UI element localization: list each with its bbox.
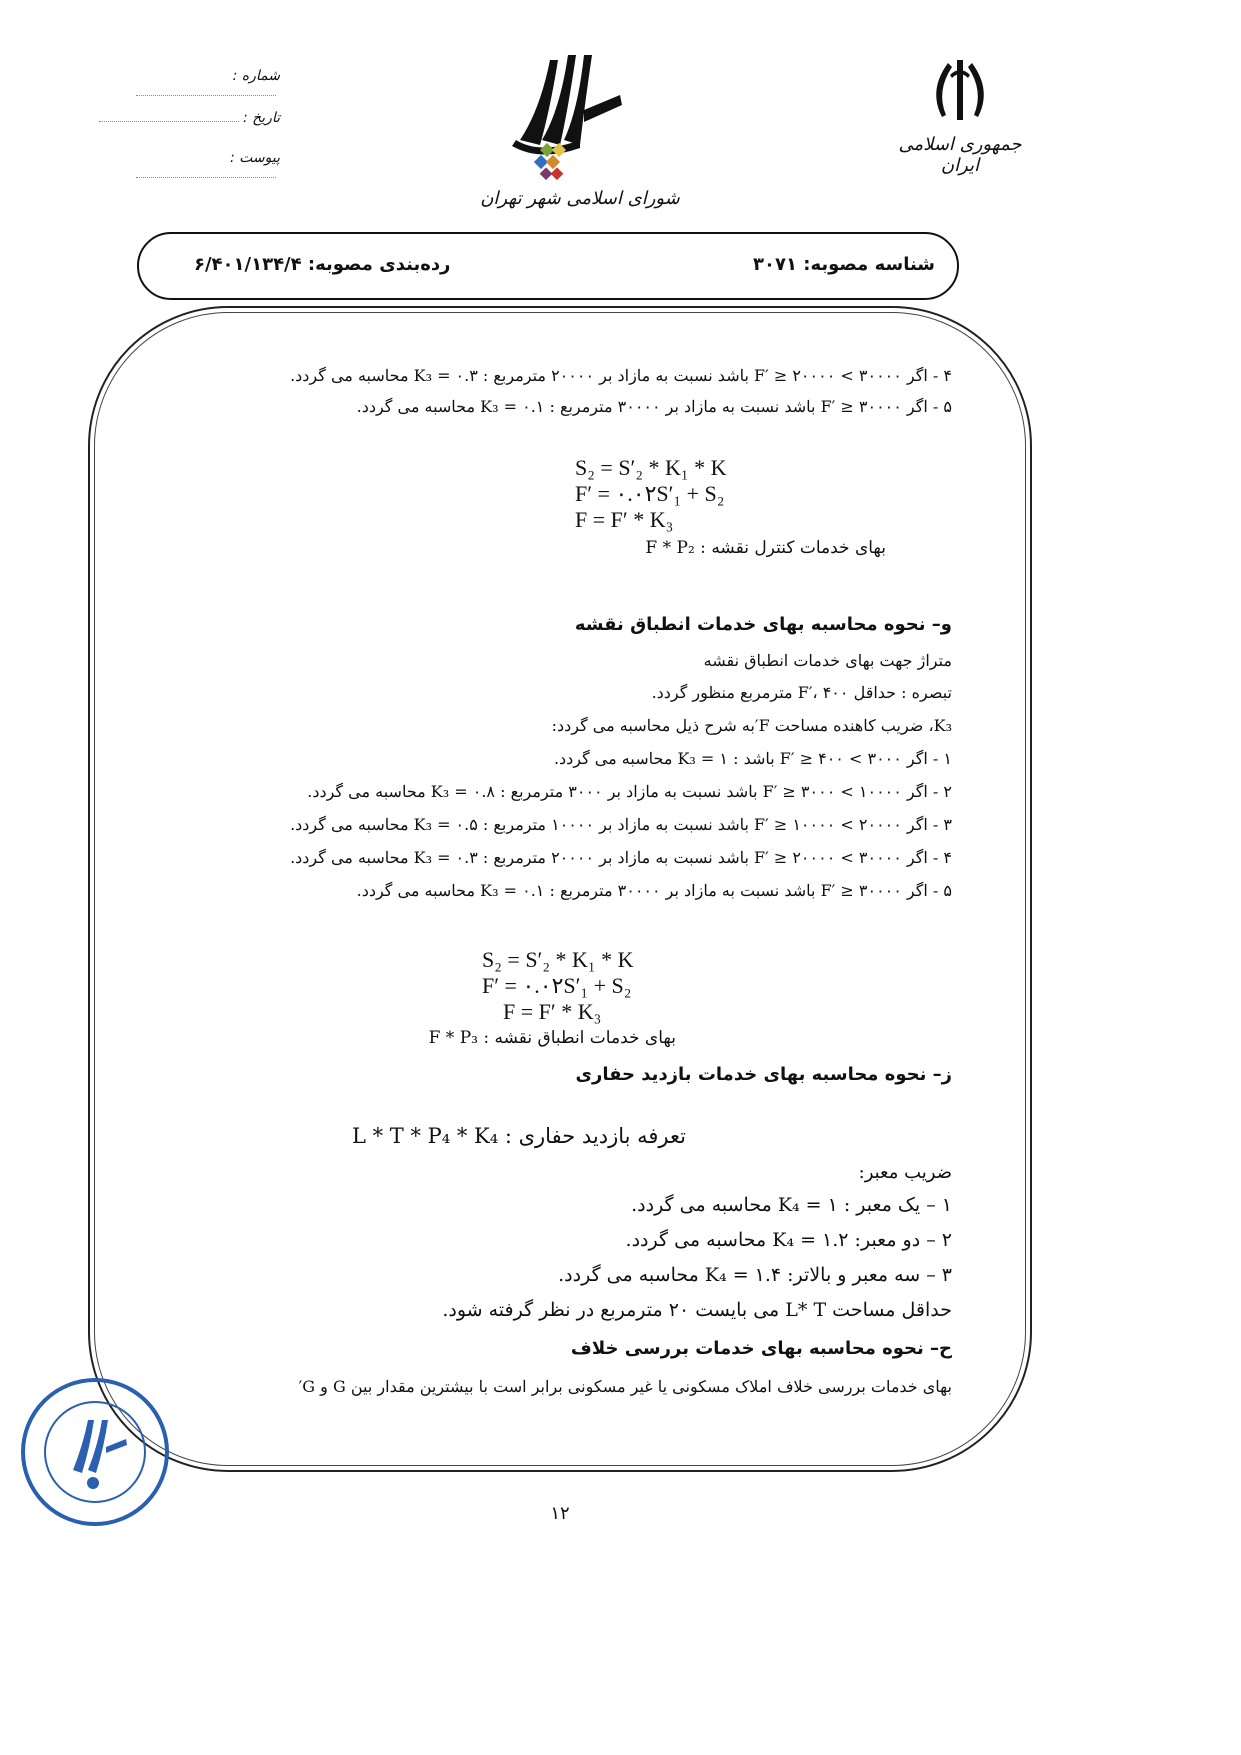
text-line: تبصره : حداقل F′، ۴۰۰ مترمربع منظور گردد. bbox=[651, 683, 952, 702]
date-field bbox=[90, 110, 280, 126]
formula: S₂ = S′₂ * K₁ * K bbox=[482, 947, 634, 972]
number-label: شماره : bbox=[232, 68, 280, 84]
approval-id: شناسه مصوبه: ۳۰۷۱ bbox=[753, 254, 935, 275]
seal-icon bbox=[18, 1375, 173, 1530]
text-line: ۵ - اگر F′ ≥ ۳۰۰۰۰ باشد نسبت به مازاد بر ۳۰۰۰۰ مترمربع : K₃ = ۰.۱ محاسبه می گردد. bbox=[356, 881, 952, 900]
text-line: ۴ - اگر ۳۰۰۰۰ > F′ ≥ ۲۰۰۰۰ باشد نسبت به مازاد بر ۲۰۰۰۰ مترمربع : K₃ = ۰.۳ محاسبه می گردد. bbox=[290, 366, 952, 385]
text-line: حداقل مساحت L* T می بایست ۲۰ مترمربع در نظر گرفته شود. bbox=[442, 1299, 952, 1321]
council-seal bbox=[18, 1375, 173, 1530]
council-logo bbox=[480, 40, 680, 220]
iran-emblem bbox=[880, 55, 1040, 176]
text-line: ۳ – سه معبر و بالاتر: K₄ = ۱.۴ محاسبه می گردد. bbox=[558, 1264, 952, 1286]
text-line: ۳ - اگر ۲۰۰۰۰ > F′ ≥ ۱۰۰۰۰ باشد نسبت به مازاد بر ۱۰۰۰۰ مترمربع : K₃ = ۰.۵ محاسبه می گردد. bbox=[290, 815, 952, 834]
text-line: ۵ - اگر F′ ≥ ۳۰۰۰۰ باشد نسبت به مازاد بر ۳۰۰۰۰ مترمربع : K₃ = ۰.۱ محاسبه می گردد. bbox=[356, 397, 952, 416]
date-label: تاریخ : bbox=[242, 110, 280, 126]
formula: S₂ = S′₂ * K₁ * K bbox=[575, 455, 727, 480]
approval-info-box bbox=[137, 232, 959, 300]
price-formula-line: بهای خدمات انطباق نقشه : F * P₃ bbox=[428, 1028, 676, 1048]
formula: F′ = ۰.۰۲S′₁ + S₂ bbox=[575, 481, 725, 506]
text-line: ۱ - اگر ۳۰۰۰ > F′ ≥ ۴۰۰ باشد : K₃ = ۱ محاسبه می گردد. bbox=[553, 749, 952, 768]
number-field bbox=[90, 68, 280, 100]
council-logo-text: شورای اسلامی شهر تهران bbox=[480, 188, 680, 209]
date-dots bbox=[99, 121, 239, 122]
number-dots bbox=[136, 95, 276, 96]
attachment-dots bbox=[136, 177, 276, 178]
section-heading: ح– نحوه محاسبه بهای خدمات بررسی خلاف bbox=[570, 1338, 952, 1359]
text-line: متراژ جهت بهای خدمات انطباق نقشه bbox=[703, 651, 952, 670]
formula: F′ = ۰.۰۲S′₁ + S₂ bbox=[482, 973, 632, 998]
text-line: ۲ - اگر ۱۰۰۰۰ > F′ ≥ ۳۰۰۰ باشد نسبت به مازاد بر ۳۰۰۰ مترمربع : K₃ = ۰.۸ محاسبه می گردد. bbox=[307, 782, 952, 801]
emblem-text: جمهوری اسلامی ایران bbox=[898, 134, 1022, 176]
text-line: ۴ - اگر ۳۰۰۰۰ > F′ ≥ ۲۰۰۰۰ باشد نسبت به مازاد بر ۲۰۰۰۰ مترمربع : K₃ = ۰.۳ محاسبه می گردد. bbox=[290, 848, 952, 867]
tariff-formula: تعرفه بازدید حفاری : L * T * P₄ * K₄ bbox=[352, 1124, 686, 1148]
text-line: ۱ – یک معبر : K₄ = ۱ محاسبه می گردد. bbox=[631, 1194, 952, 1216]
price-formula-line: بهای خدمات کنترل نقشه : F * P₂ bbox=[645, 538, 886, 558]
attachment-field bbox=[90, 150, 280, 182]
text-line: K₃، ضریب کاهنده مساحت F′به شرح ذیل محاسبه می گردد: bbox=[551, 716, 952, 735]
formula: F = F′ * K₃ bbox=[575, 507, 674, 532]
formula: F = F′ * K₃ bbox=[503, 999, 602, 1024]
emblem-icon bbox=[880, 55, 1040, 130]
text-line: بهای خدمات بررسی خلاف املاک مسکونی یا غیر مسکونی برابر است با بیشترین مقدار بین G و G′ bbox=[298, 1377, 952, 1396]
council-logo-icon bbox=[480, 40, 680, 180]
text-line: ۲ – دو معبر: K₄ = ۱.۲ محاسبه می گردد. bbox=[625, 1229, 952, 1251]
text-line: ضریب معبر: bbox=[858, 1162, 952, 1183]
approval-classification: رده‌بندی مصوبه: ۶/۴۰۱/۱۳۴/۴ bbox=[194, 254, 451, 275]
page-number: ۱۲ bbox=[550, 1503, 570, 1524]
section-heading: ز– نحوه محاسبه بهای خدمات بازدید حفاری bbox=[575, 1064, 952, 1085]
attachment-label: پیوست : bbox=[230, 150, 280, 166]
section-heading: و– نحوه محاسبه بهای خدمات انطباق نقشه bbox=[574, 614, 952, 635]
